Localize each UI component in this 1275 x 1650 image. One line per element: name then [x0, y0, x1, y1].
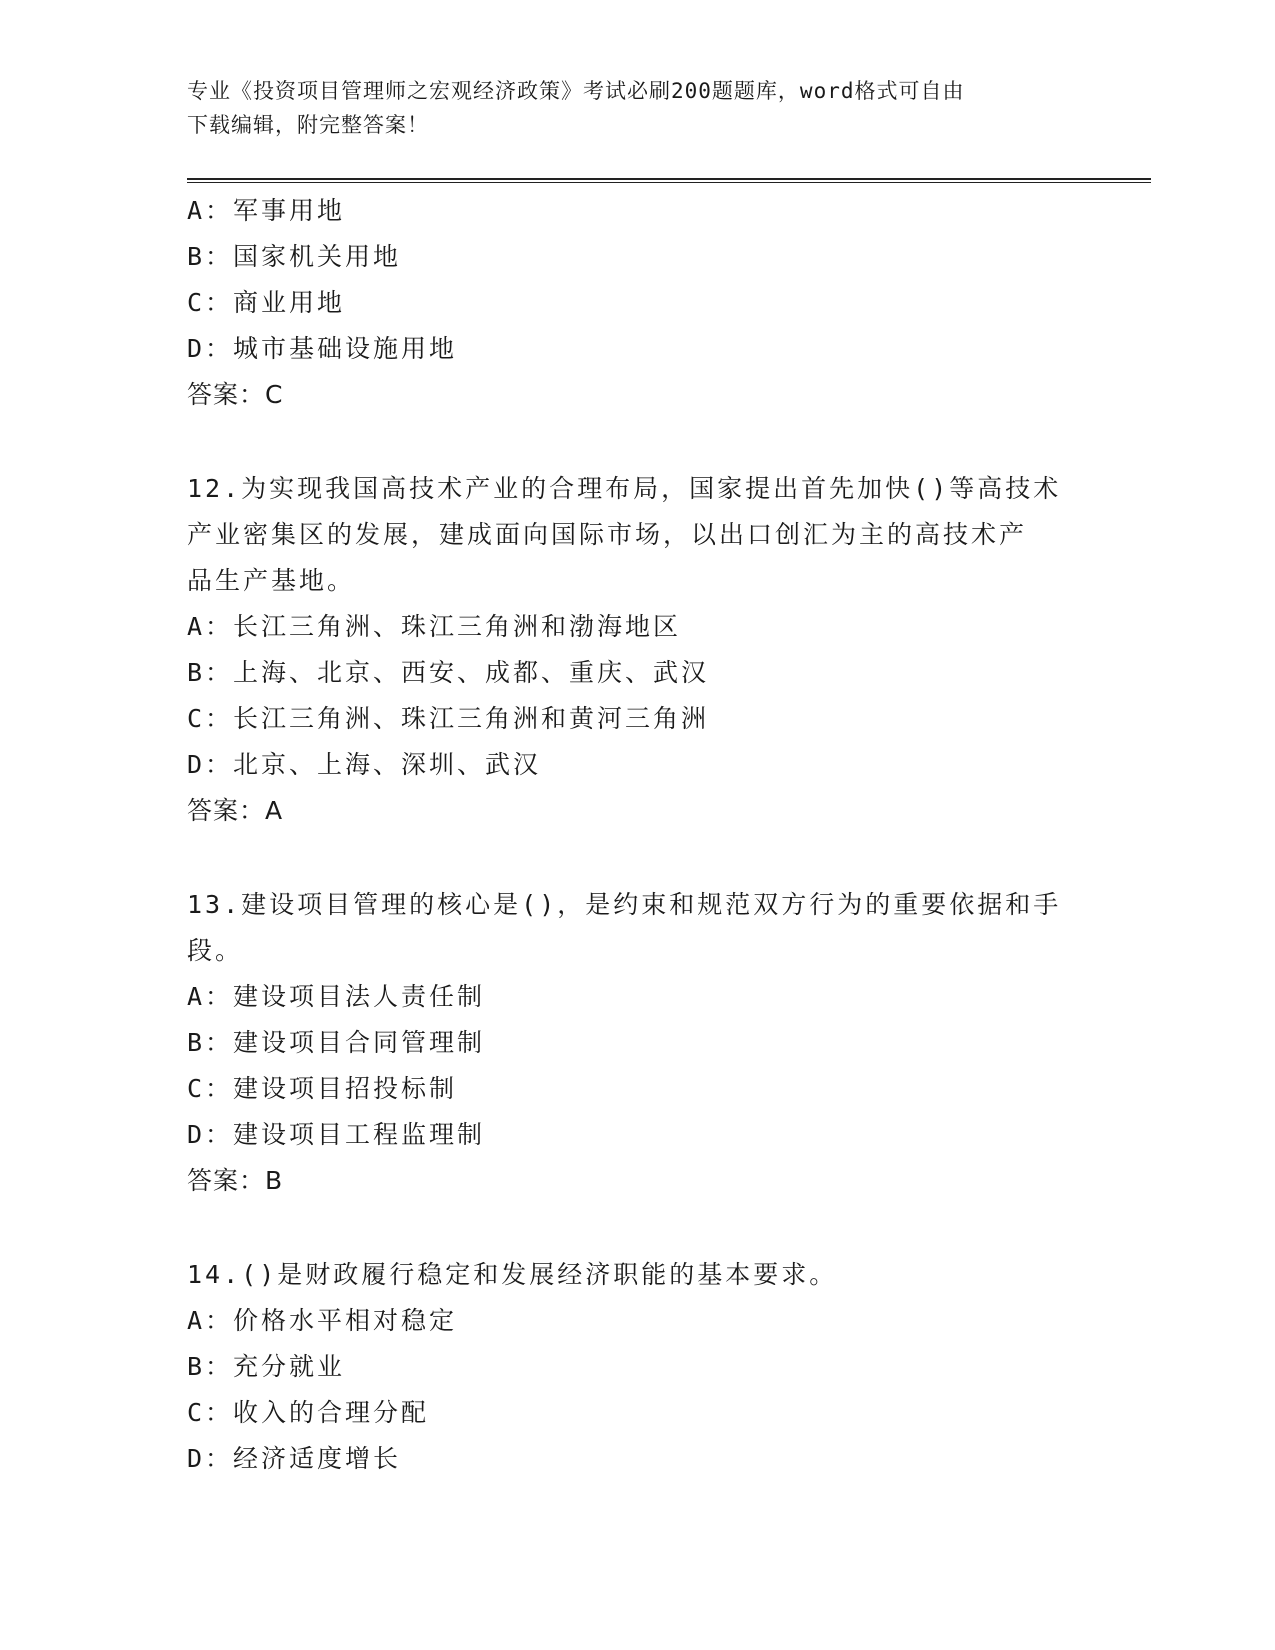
option-a: A：军事用地 [187, 196, 346, 225]
question-stem-line: 段。 [187, 936, 244, 965]
option-c: C：长江三角洲、珠江三角洲和黄河三角洲 [187, 704, 710, 733]
question-14 [187, 1252, 1087, 1482]
option-d: D：建设项目工程监理制 [187, 1120, 486, 1149]
question-13 [187, 882, 1087, 1204]
option-a: A：长江三角洲、珠江三角洲和渤海地区 [187, 612, 682, 641]
option-b: B：上海、北京、西安、成都、重庆、武汉 [187, 658, 710, 687]
option-d: D：北京、上海、深圳、武汉 [187, 750, 542, 779]
document-header [187, 74, 1087, 142]
answer: 答案：B [187, 1166, 284, 1195]
header-divider-thin [187, 182, 1151, 183]
header-line-1: 专业《投资项目管理师之宏观经济政策》考试必刷200题题库，word格式可自由 [187, 79, 965, 103]
question-stem-line: 品生产基地。 [187, 566, 356, 595]
option-d: D：经济适度增长 [187, 1444, 402, 1473]
option-b: B：充分就业 [187, 1352, 346, 1381]
answer: 答案：C [187, 380, 284, 409]
header-line-2: 下载编辑，附完整答案！ [187, 113, 429, 137]
question-stem-line: 13.建设项目管理的核心是()，是约束和规范双方行为的重要依据和手 [187, 890, 1062, 919]
option-d: D：城市基础设施用地 [187, 334, 458, 363]
header-divider-thick [187, 178, 1151, 180]
option-b: B：建设项目合同管理制 [187, 1028, 486, 1057]
option-b: B：国家机关用地 [187, 242, 402, 271]
option-a: A：价格水平相对稳定 [187, 1306, 458, 1335]
option-c: C：建设项目招投标制 [187, 1074, 458, 1103]
option-c: C：收入的合理分配 [187, 1398, 430, 1427]
question-11 [187, 188, 1087, 418]
option-a: A：建设项目法人责任制 [187, 982, 486, 1011]
answer: 答案：A [187, 796, 284, 825]
question-stem-line: 14.()是财政履行稳定和发展经济职能的基本要求。 [187, 1260, 838, 1289]
question-stem-line: 产业密集区的发展，建成面向国际市场，以出口创汇为主的高技术产 [187, 520, 1028, 549]
question-list [187, 188, 1087, 1482]
question-stem-line: 12.为实现我国高技术产业的合理布局，国家提出首先加快()等高技术 [187, 474, 1062, 503]
question-12 [187, 466, 1087, 834]
option-c: C：商业用地 [187, 288, 346, 317]
